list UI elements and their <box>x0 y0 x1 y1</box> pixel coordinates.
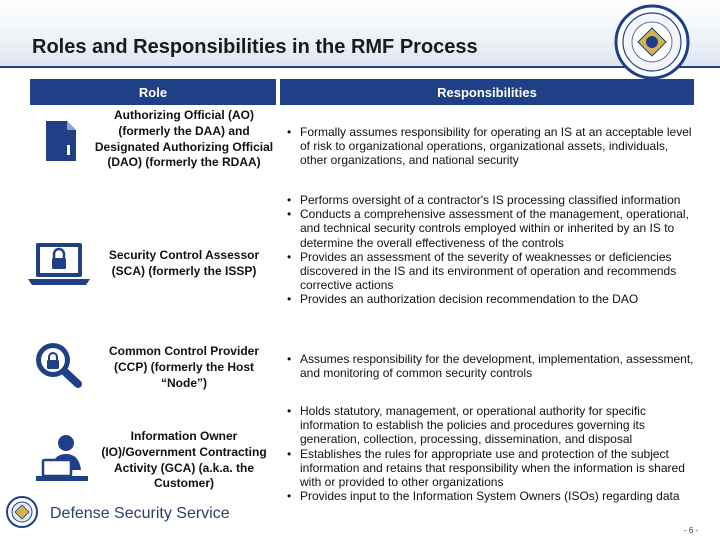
role-authorizing-official: Authorizing Official (AO) (formerly the DAA) and Designated Authorizing Official (DAO) (formerly the RDAA) <box>94 108 274 170</box>
magnifier-lock-icon <box>33 340 83 388</box>
laptop-lock-icon <box>27 240 91 288</box>
role-security-control-assessor: Security Control Assessor (SCA) (formerly the ISSP) <box>108 248 260 278</box>
document-icon <box>45 120 77 162</box>
responsibility-item: • Provides input to the Information System Owners (ISOs) regarding data <box>285 489 695 503</box>
responsibility-item: • Provides an authorization decision recommendation to the DAO <box>285 292 695 306</box>
agency-seal-icon <box>614 4 690 80</box>
responsibility-item: • Formally assumes responsibility for operating an IS at an acceptable level of risk to organizational operations, organizational assets, individuals, other organizations, and national security <box>285 125 695 168</box>
page-number: - 6 - <box>684 526 699 535</box>
user-at-computer-icon <box>33 432 91 484</box>
responsibility-item: • Holds statutory, management, or operational authority for specific information to establish the policies and procedures governing its generation, collection, processing, dissemination, and disposal <box>285 404 695 447</box>
role-information-owner: Information Owner (IO)/Government Contracting Activity (GCA) (a.k.a. the Customer) <box>101 429 267 491</box>
responsibilities-information-owner <box>285 404 695 503</box>
footer-org-name: Defense Security Service <box>50 505 230 522</box>
responsibility-item: • Conducts a comprehensive assessment of the management, operational, and technical security controls employed within or inherited by an IS to determine the overall effectiveness of the controls <box>285 207 695 250</box>
role-column-header: Role <box>30 79 276 105</box>
dss-logo-icon <box>6 494 38 530</box>
responsibilities-authorizing-official <box>285 125 695 168</box>
responsibilities-common-control-provider <box>285 352 695 380</box>
slide-title: Roles and Responsibilities in the RMF Process <box>32 36 478 58</box>
responsibility-item: • Performs oversight of a contractor's IS processing classified information <box>285 193 695 207</box>
title-divider <box>0 66 720 68</box>
responsibility-item: • Provides an assessment of the severity of weaknesses or deficiencies discovered in the IS and its environment of operation and recommends corrective actions <box>285 250 695 293</box>
responsibility-item: • Assumes responsibility for the development, implementation, assessment, and monitoring of common security controls <box>285 352 695 380</box>
role-common-control-provider: Common Control Provider (CCP) (formerly the Host “Node”) <box>108 344 259 390</box>
responsibility-item: • Establishes the rules for appropriate use and protection of the subject information and retains that responsibility when the information is shared with or provided to other organizations <box>285 447 695 490</box>
responsibilities-column-header: Responsibilities <box>280 79 694 105</box>
responsibilities-security-control-assessor <box>285 193 695 307</box>
